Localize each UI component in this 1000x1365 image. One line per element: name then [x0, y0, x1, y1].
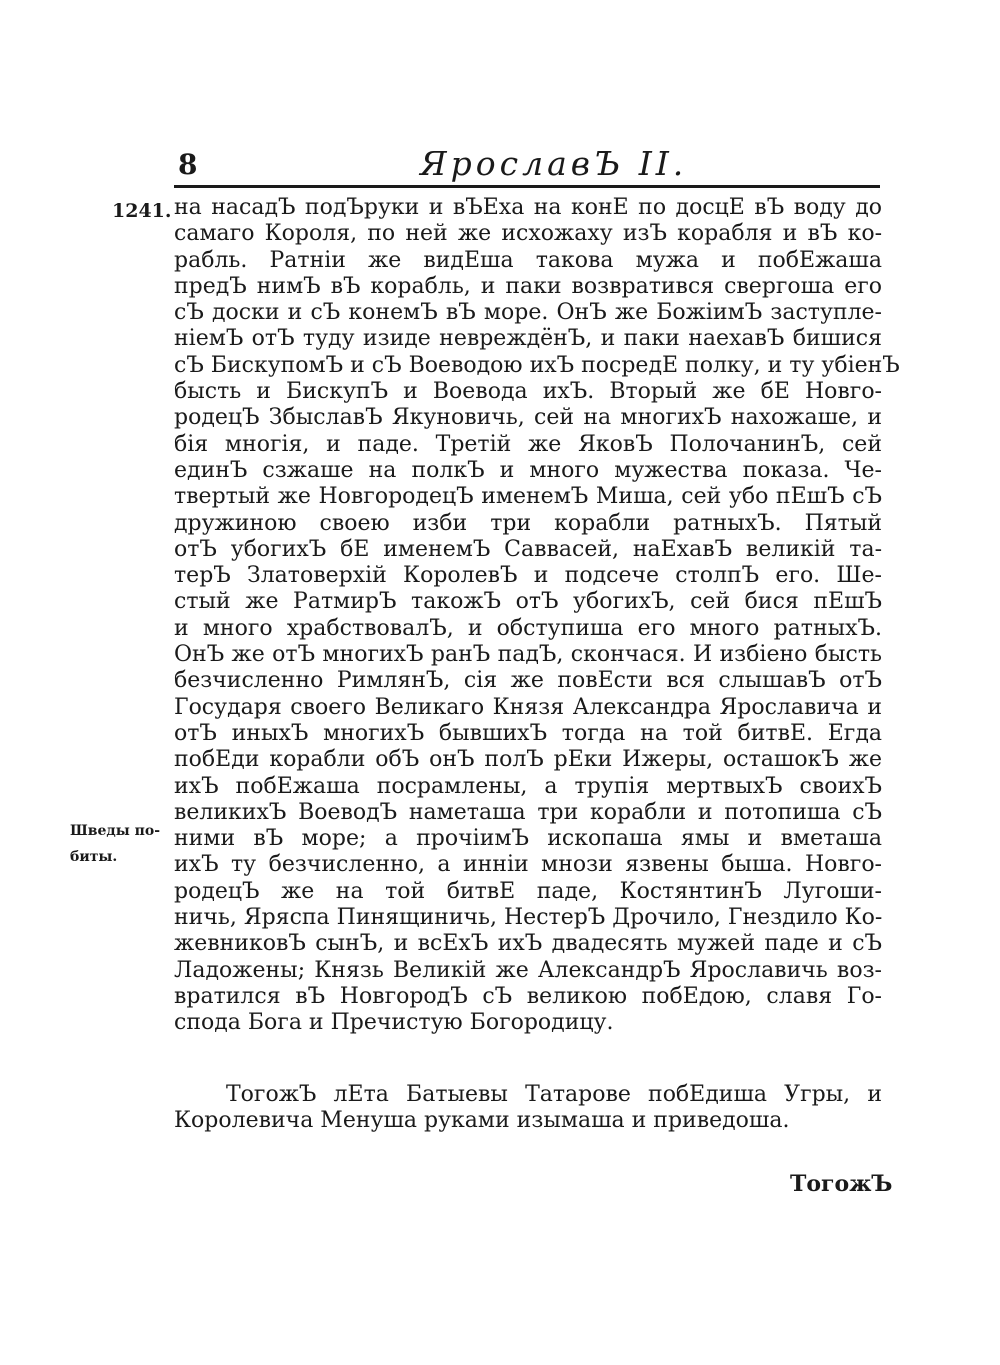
text-line: ними вЪ море; а прочiимЪ ископаша ямы и вметаша	[174, 826, 882, 852]
text-line: безчисленно РимлянЪ, сiя же повЕсти вся слышавЪ отЪ	[174, 668, 882, 694]
page-number: 8	[178, 148, 198, 181]
text-line: великихЪ ВоеводЪ наметаша три корабли и потопиша сЪ	[174, 799, 882, 825]
text-line: предЪ нимЪ вЪ корабль, и паки возвратився свергоша его	[174, 273, 882, 299]
text-line: самаго Короля, по ней же исхожаху изЪ корабля и вЪ ко-	[174, 221, 882, 247]
margin-note	[70, 818, 170, 870]
text-line: единЪ сзжаше на полкЪ и много мужества показа. Че-	[174, 457, 882, 483]
text-line: ихЪ побЕжаша посрамлены, а трупiя мертвыхЪ своихЪ	[174, 773, 882, 799]
text-line: ничь, Яряспа Пинящиничь, НестерЪ Дрочило, Гнездило Ко-	[174, 905, 883, 931]
text-line: и много храбствовалЪ, и обступиша его много ратныхЪ.	[174, 615, 882, 641]
text-line: рабль. Ратнiи же видЕша такова мужа и побЕжаша	[174, 247, 882, 273]
text-line: спода Бога и Пречистую Богородицу.	[174, 1010, 614, 1036]
text-line: вратился вЪ НовгородЪ сЪ великою побЕдою, славя Го-	[174, 983, 882, 1009]
header-rule	[174, 185, 880, 188]
text-line: Королевича Менуша руками изымаша и приведоша.	[174, 1108, 790, 1134]
text-line: терЪ Златоверхiй КоролевЪ и подсече столпЪ его. Ше-	[174, 563, 882, 589]
text-line: бiя многiя, и паде. Третiй же ЯковЪ ПолочанинЪ, сей	[174, 431, 882, 457]
text-line: жевниковЪ сынЪ, и всЕхЪ ихЪ двадесять мужей паде и сЪ	[174, 931, 882, 957]
text-line: сЪ БискупомЪ и сЪ Воеводою ихЪ посредЕ полку, и ту убiенЪ	[174, 352, 900, 378]
text-line: родецЪ ЗбыславЪ Якуновичь, сей на многихЪ нахожаше, и	[174, 405, 882, 431]
text-line: отЪ иныхЪ многихЪ бывшихЪ тогда на той битвЕ. Егда	[174, 720, 882, 746]
text-line: ихЪ ту безчисленно, а иннiи мнози язвены быша. Новго-	[174, 852, 882, 878]
text-line: сЪ доски и сЪ конемЪ вЪ море. ОнЪ же БожiимЪ заступле-	[174, 300, 882, 326]
text-line: на насадЪ подЪруки и вЪЕха на конЕ по досцЕ вЪ воду до	[174, 195, 882, 220]
text-line: твертый же НовгородецЪ именемЪ Миша, сей убо пЕшЪ сЪ	[174, 484, 882, 510]
text-line: бысть и БискупЪ и Воевода ихЪ. Вторый же бЕ Новго-	[174, 379, 882, 405]
text-line: родецЪ же на той битвЕ паде, КостянтинЪ Лугоши-	[174, 878, 882, 904]
catchword: ТогожЪ	[790, 1171, 893, 1197]
text-line: нiемЪ отЪ туду изиде невреждёнЪ, и паки наехавЪ бишися	[174, 326, 882, 352]
running-title: ЯрославЪ II.	[420, 144, 688, 183]
text-line: ТогожЪ лЕта Батыевы Татарове побЕдиша Угры, и	[226, 1082, 882, 1107]
text-line: Государя своего Великаго Князя Александра Ярославича и	[174, 694, 882, 720]
text-line: ОнЪ же отЪ многихЪ ранЪ падЪ, скончася. И избiено бысть	[174, 642, 882, 668]
second-paragraph	[174, 1082, 882, 1135]
running-head	[170, 138, 882, 186]
margin-note-line: Шведы по-	[70, 823, 161, 839]
text-line: стый же РатмирЪ такожЪ отЪ убогихЪ, сей бися пЕшЪ	[174, 589, 882, 615]
margin-year: 1241.	[112, 200, 172, 222]
margin-note-line: биты.	[70, 849, 118, 865]
text-line: отЪ убогихЪ бЕ именемЪ Саввасей, наЕхавЪ великiй та-	[174, 536, 882, 562]
main-paragraph	[174, 195, 900, 1037]
text-line: побЕди корабли обЪ онЪ полЪ рЕки Ижеры, осташокЪ же	[174, 747, 882, 773]
text-line: дружиною своею изби три корабли ратныхЪ. Пятый	[174, 510, 882, 536]
text-line: Ладожены; Князь Великiй же АлександрЪ Ярославичь воз-	[174, 957, 882, 983]
